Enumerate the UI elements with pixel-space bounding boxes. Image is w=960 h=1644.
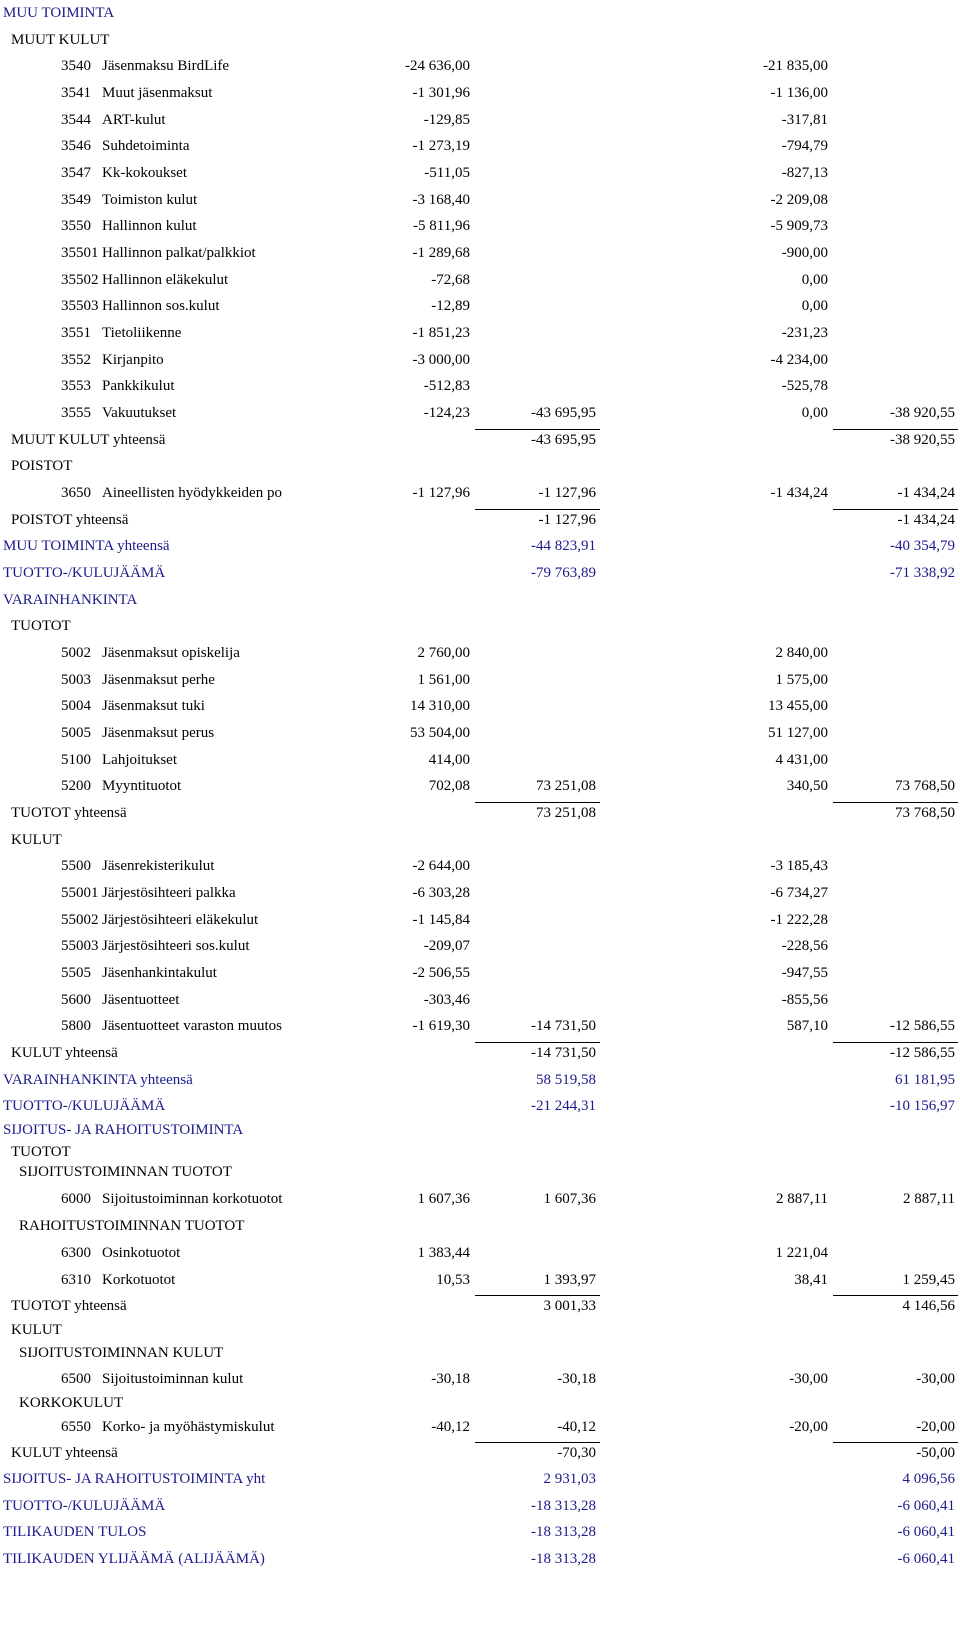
previous-year-amount: 2 887,11 xyxy=(776,1191,828,1207)
account-row xyxy=(0,320,960,346)
account-row xyxy=(0,747,960,773)
previous-year-subtotal: -1 434,24 xyxy=(897,485,955,501)
account-name: Jäsenmaksut perus xyxy=(102,725,215,741)
subtotal-rule xyxy=(833,802,958,803)
subtotal-rule xyxy=(833,1442,958,1443)
previous-year-subtotal: -1 434,24 xyxy=(897,512,955,528)
current-year-subtotal: -43 695,95 xyxy=(531,405,596,421)
account-code: 5505 xyxy=(61,965,91,981)
current-year-subtotal: -14 731,50 xyxy=(531,1045,596,1061)
section-total xyxy=(0,560,960,586)
account-name: Toimiston kulut xyxy=(102,192,198,208)
section-total xyxy=(0,1519,960,1545)
section-heading xyxy=(0,1390,960,1416)
account-row xyxy=(0,640,960,666)
current-year-subtotal: -18 313,28 xyxy=(531,1551,596,1567)
section-heading xyxy=(0,827,960,853)
account-row xyxy=(0,907,960,933)
previous-year-amount: -855,56 xyxy=(781,992,828,1008)
account-code: 5800 xyxy=(61,1018,91,1034)
account-row xyxy=(0,347,960,373)
account-code: 6550 xyxy=(61,1419,91,1435)
account-name: Aineellisten hyödykkeiden po xyxy=(102,485,282,501)
account-code: 5600 xyxy=(61,992,91,1008)
current-year-amount: -72,68 xyxy=(431,272,470,288)
current-year-subtotal: -18 313,28 xyxy=(531,1524,596,1540)
account-code: 5005 xyxy=(61,725,91,741)
heading-label: KULUT xyxy=(11,832,62,848)
current-year-subtotal: -1 127,96 xyxy=(538,485,596,501)
section-heading xyxy=(0,27,960,53)
previous-year-amount: 340,50 xyxy=(786,778,828,794)
account-name: Sijoitustoiminnan kulut xyxy=(102,1371,244,1387)
account-code: 5100 xyxy=(61,752,91,768)
account-row xyxy=(0,1186,960,1212)
previous-year-subtotal: -71 338,92 xyxy=(890,565,955,581)
account-name: ART-kulut xyxy=(102,112,166,128)
previous-year-subtotal: 2 887,11 xyxy=(903,1191,955,1207)
account-code: 5002 xyxy=(61,645,91,661)
previous-year-subtotal: -50,00 xyxy=(916,1445,955,1461)
current-year-amount: -5 811,96 xyxy=(413,218,470,234)
previous-year-amount: -4 234,00 xyxy=(770,352,828,368)
previous-year-amount: -21 835,00 xyxy=(763,58,828,74)
total-label: TUOTOT yhteensä xyxy=(11,1298,127,1314)
previous-year-subtotal: -20,00 xyxy=(916,1419,955,1435)
previous-year-amount: -3 185,43 xyxy=(770,858,828,874)
account-code: 5500 xyxy=(61,858,91,874)
subtotal-rule xyxy=(475,802,600,803)
section-heading xyxy=(0,613,960,639)
current-year-amount: 1 383,44 xyxy=(417,1245,470,1261)
account-name: Järjestösihteeri sos.kulut xyxy=(102,938,250,954)
previous-year-amount: -228,56 xyxy=(781,938,828,954)
account-code: 35502 xyxy=(61,272,99,288)
previous-year-subtotal: -6 060,41 xyxy=(897,1551,955,1567)
section-total xyxy=(0,1067,960,1093)
heading-label: SIJOITUSTOIMINNAN TUOTOT xyxy=(19,1164,232,1180)
account-name: Korko- ja myöhästymiskulut xyxy=(102,1419,275,1435)
current-year-subtotal: -30,18 xyxy=(557,1371,596,1387)
account-name: Jäsenmaksut tuki xyxy=(102,698,205,714)
account-name: Jäsenmaksut perhe xyxy=(102,672,215,688)
previous-year-subtotal: 73 768,50 xyxy=(895,805,955,821)
account-row xyxy=(0,853,960,879)
account-code: 35501 xyxy=(61,245,99,261)
previous-year-amount: -827,13 xyxy=(781,165,828,181)
section-heading xyxy=(0,1340,960,1366)
previous-year-amount: -231,23 xyxy=(781,325,828,341)
current-year-amount: 1 561,00 xyxy=(417,672,470,688)
account-name: Kk-kokoukset xyxy=(102,165,187,181)
current-year-subtotal: 73 251,08 xyxy=(536,778,596,794)
current-year-amount: -12,89 xyxy=(431,298,470,314)
account-code: 6310 xyxy=(61,1272,91,1288)
current-year-amount: 414,00 xyxy=(428,752,470,768)
current-year-amount: -6 303,28 xyxy=(412,885,470,901)
account-code: 3555 xyxy=(61,405,91,421)
heading-label: TUOTOT xyxy=(11,618,71,634)
current-year-subtotal: 1 393,97 xyxy=(543,1272,596,1288)
subtotal-rule xyxy=(475,1295,600,1296)
account-code: 3552 xyxy=(61,352,91,368)
account-row xyxy=(0,880,960,906)
current-year-amount: -129,85 xyxy=(423,112,470,128)
account-row xyxy=(0,1366,960,1392)
account-name: Tietoliikenne xyxy=(102,325,182,341)
current-year-amount: -40,12 xyxy=(431,1419,470,1435)
heading-label: SIJOITUS- JA RAHOITUSTOIMINTA xyxy=(3,1122,244,1138)
account-name: Lahjoitukset xyxy=(102,752,177,768)
total-label: TILIKAUDEN TULOS xyxy=(3,1524,147,1540)
previous-year-subtotal: -12 586,55 xyxy=(890,1045,955,1061)
account-name: Jäsenrekisterikulut xyxy=(102,858,215,874)
current-year-amount: -30,18 xyxy=(431,1371,470,1387)
previous-year-subtotal: -30,00 xyxy=(916,1371,955,1387)
heading-label: MUU TOIMINTA xyxy=(3,5,115,21)
current-year-amount: 14 310,00 xyxy=(410,698,470,714)
previous-year-subtotal: -6 060,41 xyxy=(897,1498,955,1514)
heading-label: KORKOKULUT xyxy=(19,1395,124,1411)
current-year-amount: -511,05 xyxy=(424,165,470,181)
account-code: 35503 xyxy=(61,298,99,314)
previous-year-subtotal: 1 259,45 xyxy=(902,1272,955,1288)
section-heading xyxy=(0,1213,960,1239)
current-year-amount: -124,23 xyxy=(423,405,470,421)
account-name: Hallinnon kulut xyxy=(102,218,197,234)
subtotal-rule xyxy=(833,429,958,430)
current-year-subtotal: -40,12 xyxy=(557,1419,596,1435)
previous-year-amount: -20,00 xyxy=(789,1419,828,1435)
previous-year-amount: 4 431,00 xyxy=(775,752,828,768)
account-code: 5003 xyxy=(61,672,91,688)
previous-year-amount: -1 222,28 xyxy=(770,912,828,928)
account-name: Jäsenhankintakulut xyxy=(102,965,217,981)
account-row xyxy=(0,213,960,239)
current-year-amount: 10,53 xyxy=(436,1272,470,1288)
current-year-amount: -1 127,96 xyxy=(412,485,470,501)
previous-year-amount: 1 221,04 xyxy=(775,1245,828,1261)
account-name: Hallinnon palkat/palkkiot xyxy=(102,245,256,261)
total-label: TUOTOT yhteensä xyxy=(11,805,127,821)
current-year-amount: 702,08 xyxy=(428,778,470,794)
current-year-amount: 53 504,00 xyxy=(410,725,470,741)
account-row xyxy=(0,293,960,319)
previous-year-amount: 13 455,00 xyxy=(768,698,828,714)
account-row xyxy=(0,667,960,693)
current-year-amount: -209,07 xyxy=(423,938,470,954)
heading-label: TUOTOT xyxy=(11,1144,71,1160)
subtotal-rule xyxy=(475,1442,600,1443)
current-year-amount: -303,46 xyxy=(423,992,470,1008)
previous-year-subtotal: 4 096,56 xyxy=(902,1471,955,1487)
account-name: Osinkotuotot xyxy=(102,1245,181,1261)
account-row xyxy=(0,720,960,746)
section-heading xyxy=(0,587,960,613)
current-year-subtotal: -18 313,28 xyxy=(531,1498,596,1514)
previous-year-subtotal: -40 354,79 xyxy=(890,538,955,554)
account-row xyxy=(0,107,960,133)
account-code: 3544 xyxy=(61,112,91,128)
account-name: Muut jäsenmaksut xyxy=(102,85,213,101)
account-row xyxy=(0,1414,960,1440)
section-total xyxy=(0,533,960,559)
account-code: 3547 xyxy=(61,165,91,181)
account-code: 55002 xyxy=(61,912,99,928)
current-year-subtotal: 3 001,33 xyxy=(543,1298,596,1314)
account-name: Suhdetoiminta xyxy=(102,138,190,154)
section-total xyxy=(0,1466,960,1492)
current-year-amount: -1 273,19 xyxy=(412,138,470,154)
total-label: SIJOITUS- JA RAHOITUSTOIMINTA yht xyxy=(3,1471,266,1487)
section-heading xyxy=(0,1159,960,1185)
total-label: TUOTTO-/KULUJÄÄMÄ xyxy=(3,1098,166,1114)
account-row xyxy=(0,1267,960,1293)
subtotal-rule xyxy=(475,509,600,510)
current-year-subtotal: -70,30 xyxy=(557,1445,596,1461)
total-label: MUU TOIMINTA yhteensä xyxy=(3,538,170,554)
current-year-amount: -3 000,00 xyxy=(412,352,470,368)
account-row xyxy=(0,160,960,186)
current-year-amount: -2 644,00 xyxy=(412,858,470,874)
subtotal-rule xyxy=(833,1042,958,1043)
current-year-amount: -1 289,68 xyxy=(412,245,470,261)
current-year-amount: -1 619,30 xyxy=(412,1018,470,1034)
previous-year-amount: -525,78 xyxy=(781,378,828,394)
previous-year-subtotal: 61 181,95 xyxy=(895,1072,955,1088)
account-code: 3551 xyxy=(61,325,91,341)
current-year-amount: 2 760,00 xyxy=(417,645,470,661)
section-total xyxy=(0,800,960,826)
account-row xyxy=(0,240,960,266)
account-code: 3553 xyxy=(61,378,91,394)
current-year-amount: -3 168,40 xyxy=(412,192,470,208)
current-year-subtotal: -43 695,95 xyxy=(531,432,596,448)
current-year-subtotal: -44 823,91 xyxy=(531,538,596,554)
account-row xyxy=(0,773,960,799)
account-name: Pankkikulut xyxy=(102,378,175,394)
account-name: Jäsenmaksu BirdLife xyxy=(102,58,230,74)
previous-year-amount: 0,00 xyxy=(801,272,828,288)
section-total xyxy=(0,1040,960,1066)
account-name: Jäsenmaksut opiskelija xyxy=(102,645,240,661)
subtotal-rule xyxy=(475,429,600,430)
previous-year-amount: -317,81 xyxy=(781,112,828,128)
current-year-subtotal: 58 519,58 xyxy=(536,1072,596,1088)
heading-label: SIJOITUSTOIMINNAN KULUT xyxy=(19,1345,224,1361)
previous-year-subtotal: -38 920,55 xyxy=(890,405,955,421)
previous-year-amount: 0,00 xyxy=(801,405,828,421)
previous-year-subtotal: 4 146,56 xyxy=(902,1298,955,1314)
previous-year-subtotal: -6 060,41 xyxy=(897,1524,955,1540)
previous-year-amount: -2 209,08 xyxy=(770,192,828,208)
section-total xyxy=(0,1440,960,1466)
previous-year-amount: 1 575,00 xyxy=(775,672,828,688)
previous-year-amount: 0,00 xyxy=(801,298,828,314)
previous-year-amount: -30,00 xyxy=(789,1371,828,1387)
account-code: 3549 xyxy=(61,192,91,208)
section-total xyxy=(0,1546,960,1572)
total-label: KULUT yhteensä xyxy=(11,1045,118,1061)
account-name: Jäsentuotteet varaston muutos xyxy=(102,1018,282,1034)
heading-label: VARAINHANKINTA xyxy=(3,592,138,608)
account-row xyxy=(0,373,960,399)
subtotal-rule xyxy=(833,1295,958,1296)
current-year-subtotal: -21 244,31 xyxy=(531,1098,596,1114)
heading-label: MUUT KULUT xyxy=(11,32,110,48)
previous-year-subtotal: -10 156,97 xyxy=(890,1098,955,1114)
account-code: 55001 xyxy=(61,885,99,901)
current-year-amount: -1 301,96 xyxy=(412,85,470,101)
account-row xyxy=(0,693,960,719)
total-label: TUOTTO-/KULUJÄÄMÄ xyxy=(3,565,166,581)
account-row xyxy=(0,267,960,293)
section-total xyxy=(0,1093,960,1119)
account-name: Vakuutukset xyxy=(102,405,177,421)
account-name: Korkotuotot xyxy=(102,1272,176,1288)
previous-year-amount: -947,55 xyxy=(781,965,828,981)
previous-year-amount: -6 734,27 xyxy=(770,885,828,901)
section-total xyxy=(0,507,960,533)
heading-label: POISTOT xyxy=(11,458,73,474)
previous-year-amount: 38,41 xyxy=(794,1272,828,1288)
account-code: 6300 xyxy=(61,1245,91,1261)
heading-label: KULUT xyxy=(11,1322,62,1338)
account-row xyxy=(0,400,960,426)
account-name: Hallinnon eläkekulut xyxy=(102,272,229,288)
current-year-subtotal: 73 251,08 xyxy=(536,805,596,821)
account-code: 3550 xyxy=(61,218,91,234)
total-label: TUOTTO-/KULUJÄÄMÄ xyxy=(3,1498,166,1514)
previous-year-subtotal: -38 920,55 xyxy=(890,432,955,448)
section-heading xyxy=(0,0,960,26)
account-row xyxy=(0,480,960,506)
section-total xyxy=(0,1493,960,1519)
previous-year-amount: 587,10 xyxy=(786,1018,828,1034)
account-row xyxy=(0,1013,960,1039)
account-code: 5004 xyxy=(61,698,91,714)
account-row xyxy=(0,133,960,159)
previous-year-amount: 2 840,00 xyxy=(775,645,828,661)
account-code: 3540 xyxy=(61,58,91,74)
account-code: 5200 xyxy=(61,778,91,794)
current-year-subtotal: 1 607,36 xyxy=(543,1191,596,1207)
previous-year-amount: -794,79 xyxy=(781,138,828,154)
current-year-amount: -512,83 xyxy=(423,378,470,394)
current-year-subtotal: 2 931,03 xyxy=(543,1471,596,1487)
account-code: 3541 xyxy=(61,85,91,101)
account-name: Järjestösihteeri eläkekulut xyxy=(102,912,259,928)
section-total xyxy=(0,1293,960,1319)
account-name: Jäsentuotteet xyxy=(102,992,180,1008)
subtotal-rule xyxy=(833,509,958,510)
subtotal-rule xyxy=(475,1042,600,1043)
current-year-amount: -1 145,84 xyxy=(412,912,470,928)
account-name: Järjestösihteeri palkka xyxy=(102,885,236,901)
current-year-amount: -1 851,23 xyxy=(412,325,470,341)
account-code: 3650 xyxy=(61,485,91,501)
account-code: 6000 xyxy=(61,1191,91,1207)
account-code: 3546 xyxy=(61,138,91,154)
total-label: TILIKAUDEN YLIJÄÄMÄ (ALIJÄÄMÄ) xyxy=(3,1551,265,1567)
heading-label: RAHOITUSTOIMINNAN TUOTOT xyxy=(19,1218,245,1234)
section-heading xyxy=(0,453,960,479)
account-name: Kirjanpito xyxy=(102,352,164,368)
previous-year-subtotal: 73 768,50 xyxy=(895,778,955,794)
section-total xyxy=(0,427,960,453)
previous-year-amount: 51 127,00 xyxy=(768,725,828,741)
total-label: MUUT KULUT yhteensä xyxy=(11,432,166,448)
account-row xyxy=(0,987,960,1013)
previous-year-amount: -1 434,24 xyxy=(770,485,828,501)
current-year-subtotal: -79 763,89 xyxy=(531,565,596,581)
previous-year-subtotal: -12 586,55 xyxy=(890,1018,955,1034)
current-year-amount: 1 607,36 xyxy=(417,1191,470,1207)
account-row xyxy=(0,53,960,79)
total-label: POISTOT yhteensä xyxy=(11,512,129,528)
account-row xyxy=(0,1240,960,1266)
previous-year-amount: -1 136,00 xyxy=(770,85,828,101)
total-label: KULUT yhteensä xyxy=(11,1445,118,1461)
account-row xyxy=(0,933,960,959)
account-name: Hallinnon sos.kulut xyxy=(102,298,220,314)
current-year-amount: -24 636,00 xyxy=(405,58,470,74)
account-code: 55003 xyxy=(61,938,99,954)
current-year-amount: -2 506,55 xyxy=(412,965,470,981)
previous-year-amount: -900,00 xyxy=(781,245,828,261)
current-year-subtotal: -1 127,96 xyxy=(538,512,596,528)
previous-year-amount: -5 909,73 xyxy=(770,218,828,234)
account-row xyxy=(0,80,960,106)
current-year-subtotal: -14 731,50 xyxy=(531,1018,596,1034)
total-label: VARAINHANKINTA yhteensä xyxy=(3,1072,193,1088)
account-row xyxy=(0,187,960,213)
account-name: Sijoitustoiminnan korkotuotot xyxy=(102,1191,283,1207)
account-row xyxy=(0,960,960,986)
account-code: 6500 xyxy=(61,1371,91,1387)
account-name: Myyntituotot xyxy=(102,778,182,794)
